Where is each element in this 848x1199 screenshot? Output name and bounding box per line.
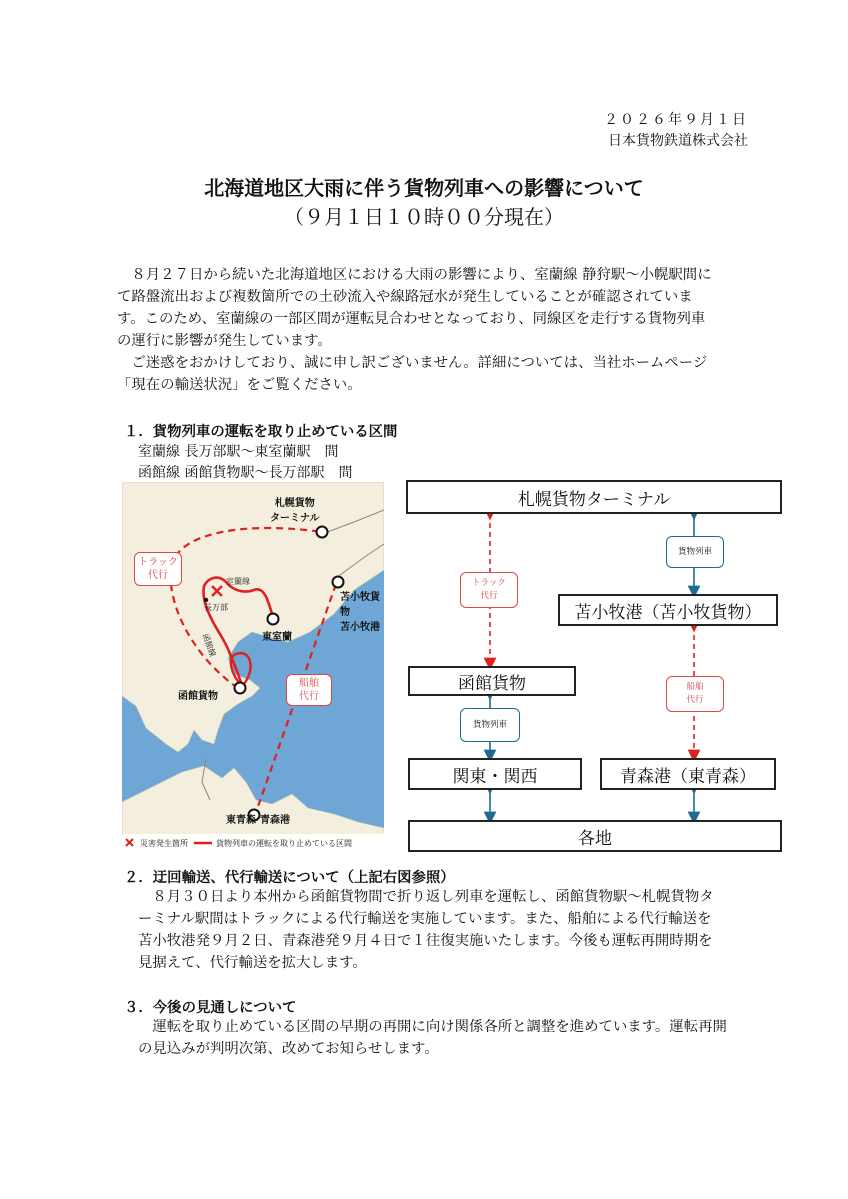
map-label-oshamambe: 長万部: [204, 603, 228, 612]
section3-line: 運転を取り止めている区間の早期の再開に向け関係各所と調整を進めています。運転再開: [138, 1019, 727, 1035]
intro-line: 「現在の輸送状況」をご覧ください。: [117, 377, 362, 393]
node-hakodate-freight: 函館貨物: [408, 666, 576, 696]
intro-line: ご迷惑をおかけしており、誠に申し訳ございません。詳細については、当社ホームページ: [117, 355, 708, 371]
routing-flowchart: [404, 480, 784, 852]
section2-line: 苫小牧港発９月２日、青森港発９月４日で１往復実施いたします。今後も運転再開時期を: [138, 933, 713, 949]
issue-date: ２０２６年９月１日: [604, 112, 748, 128]
map-label-hakodate-line: 函館線: [200, 632, 218, 658]
section2-line: ーミナル駅間はトラックによる代行輸送を実施しています。また、船舶による代行輸送を: [138, 911, 712, 927]
map-label-hakodate: 函館貨物: [178, 691, 218, 702]
tomakomai-station: [333, 577, 344, 588]
document-subtitle: （９月１日１０時００分現在）: [284, 205, 564, 229]
map-label-aomoriko: 青森港: [260, 815, 290, 826]
section1-heading: １．貨物列車の運転を取り止めている区間: [124, 424, 398, 440]
company-name: 日本貨物鉄道株式会社: [608, 133, 748, 149]
route-map: [122, 482, 384, 854]
map-label-higashiaomori: 東青森: [226, 815, 256, 826]
intro-line: ８月２７日から続いた北海道地区における大雨の影響により、室蘭線 静狩駅～小幌駅間に: [117, 267, 712, 283]
document-title: 北海道地区大雨に伴う貨物列車への影響について: [204, 176, 644, 200]
intro-line: て路盤流出および複数箇所での土砂流入や線路冠水が発生していることが確認されていま: [117, 289, 693, 305]
tag-ship-replacement: 船舶 代行: [666, 676, 724, 712]
map-label-muroran-line: 室蘭線: [226, 577, 250, 586]
legend-suspended-label: 貨物列車の運転を取り止めている区間: [216, 839, 352, 848]
intro-line: す。このため、室蘭線の一部区間が運転見合わせとなっており、同線区を走行する貨物列車: [117, 311, 706, 327]
node-sapporo-terminal: 札幌貨物ターミナル: [406, 480, 782, 514]
intro-line: の運行に影響が発生しています。: [117, 333, 332, 349]
tag-truck-replacement: トラック 代行: [460, 572, 518, 608]
node-kanto-kansai: 関東・関西: [408, 758, 582, 790]
section2-line: ８月３０日より本州から函館貨物間で折り返し列車を運転し、函館貨物駅～札幌貨物タ: [138, 889, 714, 905]
section3-line: の見込みが判明次第、改めてお知らせします。: [138, 1041, 439, 1057]
higashimuroran-station: [268, 614, 279, 625]
section2-line: 見据えて、代行輸送を拡大します。: [138, 955, 367, 971]
section1-line-muroran: 室蘭線 長万部駅～東室蘭駅 間: [138, 444, 339, 460]
tag-freight-train-lower: 貨物列車: [460, 708, 520, 742]
node-tomakomai-port: 苫小牧港（苫小牧貨物）: [558, 594, 778, 626]
route-map-graphic: [122, 482, 384, 854]
tag-freight-train-upper: 貨物列車: [666, 536, 724, 568]
section3-body: [138, 1016, 758, 1060]
map-label-higashimuroran: 東室蘭: [262, 632, 292, 643]
map-ship-replacement-tag: 船舶 代行: [286, 674, 332, 706]
node-kakuchi: 各地: [408, 820, 782, 852]
map-label-tomakomai: 苫小牧貨物 苫小牧港: [340, 592, 380, 633]
section3-heading: ３．今後の見通しについて: [124, 1000, 297, 1016]
legend-disaster-label: 災害発生箇所: [140, 839, 188, 848]
section2-heading: ２．迂回輸送、代行輸送について（上記右図参照）: [124, 870, 455, 886]
map-truck-replacement-tag: トラック 代行: [134, 552, 182, 586]
section1-line-hakodate: 函館線 函館貨物駅～長万部駅 間: [138, 465, 353, 481]
sapporo-terminal-station: [317, 527, 328, 538]
section2-body: [138, 886, 758, 974]
node-aomori-port: 青森港（東青森）: [600, 758, 776, 790]
hakodate-freight-station: [235, 683, 246, 694]
intro-paragraph-1: [117, 264, 757, 352]
intro-paragraph-2: [117, 352, 757, 396]
map-label-sapporo: 札幌貨物 ターミナル: [270, 498, 320, 524]
